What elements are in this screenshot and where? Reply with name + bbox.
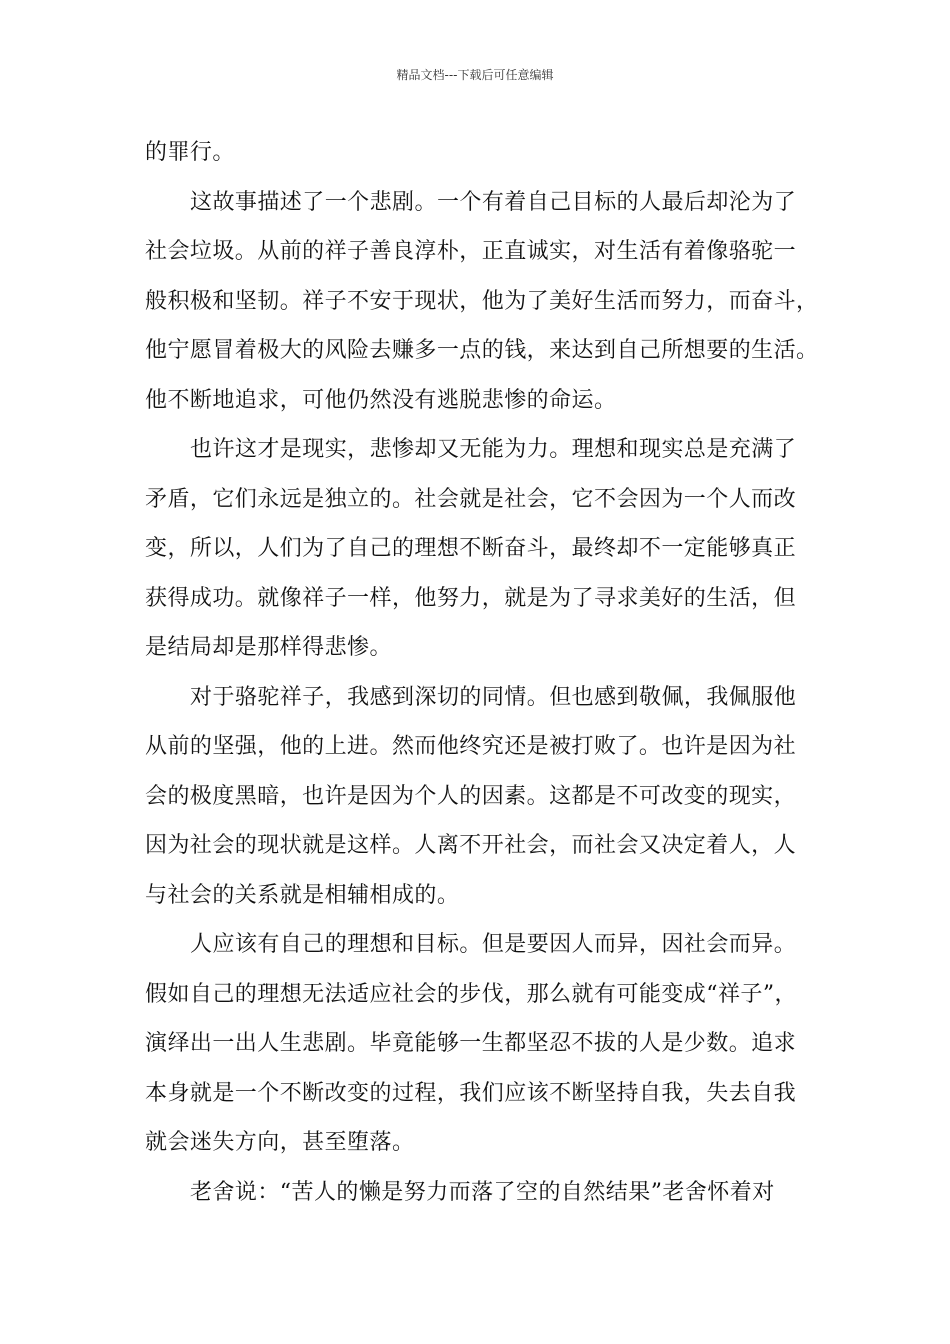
paragraph: [145, 178, 819, 426]
text-line: 矛盾，它们永远是独立的。社会就是社会，它不会因为一个人而改: [145, 486, 797, 512]
text-line: 就会迷失方向，甚至堕落。: [145, 1130, 415, 1155]
text-line: 获得成功。就像祥子一样，他努力，就是为了寻求美好的生活，但: [145, 585, 797, 611]
text-line: 从前的坚强，他的上进。然而他终究还是被打败了。也许是因为社: [145, 734, 797, 759]
page-header: 精品文档---下载后可任意编辑: [396, 68, 554, 82]
text-line: 人应该有自己的理想和目标。但是要因人而异，因社会而异。: [190, 932, 797, 957]
document-body: [145, 128, 819, 1217]
text-line: 他宁愿冒着极大的风险去赚多一点的钱，来达到自己所想要的生活。: [145, 338, 819, 363]
text-line: 社会垃圾。从前的祥子善良淳朴，正直诚实，对生活有着像骆驼一: [145, 239, 797, 264]
text-line: 是结局却是那样得悲惨。: [145, 635, 392, 660]
text-line: 因为社会的现状就是这样。人离不开社会，而社会又决定着人，人: [145, 833, 797, 858]
text-line: 的罪行。: [145, 140, 235, 165]
paragraph: [145, 128, 810, 178]
text-line: 会的极度黑暗，也许是因为个人的因素。这都是不可改变的现实，: [145, 783, 797, 809]
text-line: 演绎出一出人生悲剧。毕竟能够一生都坚忍不拔的人是少数。追求: [145, 1031, 797, 1056]
text-line: 对于骆驼祥子，我感到深切的同情。但也感到敬佩，我佩服他: [190, 684, 797, 710]
text-line: 本身就是一个不断改变的过程，我们应该不断坚持自我，失去自我: [145, 1080, 797, 1106]
text-line: 般积极和坚韧。祥子不安于现状，他为了美好生活而努力，而奋斗，: [145, 288, 819, 314]
text-line: 他不断地追求，可他仍然没有逃脱悲惨的命运。: [145, 387, 617, 413]
paragraph: [145, 673, 810, 921]
text-line: 也许这才是现实，悲惨却又无能为力。理想和现实总是充满了: [190, 437, 797, 462]
text-line: 老舍说：“苦人的懒是努力而落了空的自然结果”老舍怀着对: [190, 1179, 775, 1205]
text-line: 与社会的关系就是相辅相成的。: [145, 882, 460, 908]
text-line: 变，所以，人们为了自己的理想不断奋斗，最终却不一定能够真正: [145, 536, 797, 561]
paragraph: [145, 1168, 810, 1218]
text-line: 假如自己的理想无法适应社会的步伐，那么就有可能变成“祥子”，: [145, 981, 797, 1007]
text-line: 这故事描述了一个悲剧。一个有着自己目标的人最后却沦为了: [190, 189, 797, 215]
paragraph: [145, 425, 810, 673]
paragraph: [145, 920, 810, 1168]
